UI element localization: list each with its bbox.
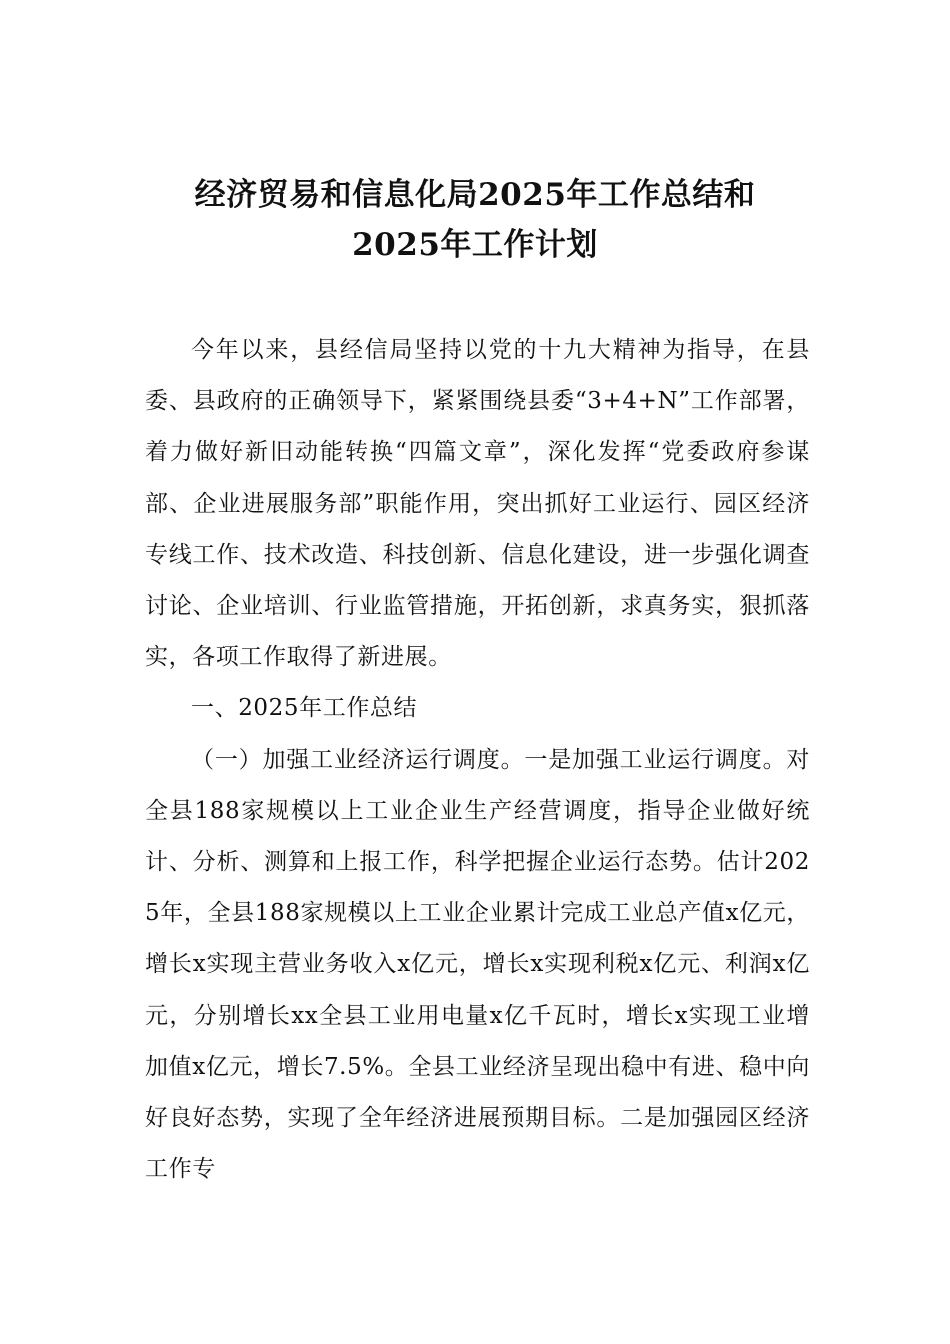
- section-heading: 一、2025年工作总结: [191, 695, 418, 722]
- title-line-2: 2025年工作计划: [352, 227, 598, 263]
- intro-paragraph: 今年以来，县经信局坚持以党的十九大精神为指导，在县委、县政府的正确领导下，紧紧围绕县委“3+4+N”工作部署，着力做好新旧动能转换“四篇文章”，深化发挥“党委政府参谋部、企业进展服务部”职能作用，突出抓好工业运行、园区经济专线工作、技术改造、科技创新、信息化建设，进一步强化调查讨论、企业培训、行业监管措施，开拓创新，求真务实，狠抓落实，各项工作取得了新进展。: [145, 337, 810, 671]
- document-body: [145, 325, 810, 1195]
- body-paragraph: （一）加强工业经济运行调度。一是加强工业运行调度。对全县188家规模以上工业企业生产经营调度，指导企业做好统计、分析、测算和上报工作，科学把握企业运行态势。估计2025年，全县188家规模以上工业企业累计完成工业总产值x亿元，增长x实现主营业务收入x亿元，增长x实现利税x亿元、利润x亿元，分别增长xx全县工业用电量x亿千瓦时，增长x实现工业增加值x亿元，增长7.5%。全县工业经济呈现出稳中有进、稳中向好良好态势，实现了全年经济进展预期目标。二是加强园区经济工作专: [145, 746, 810, 1183]
- title-line-1: 经济贸易和信息化局2025年工作总结和: [194, 177, 756, 213]
- document-title: [0, 170, 950, 270]
